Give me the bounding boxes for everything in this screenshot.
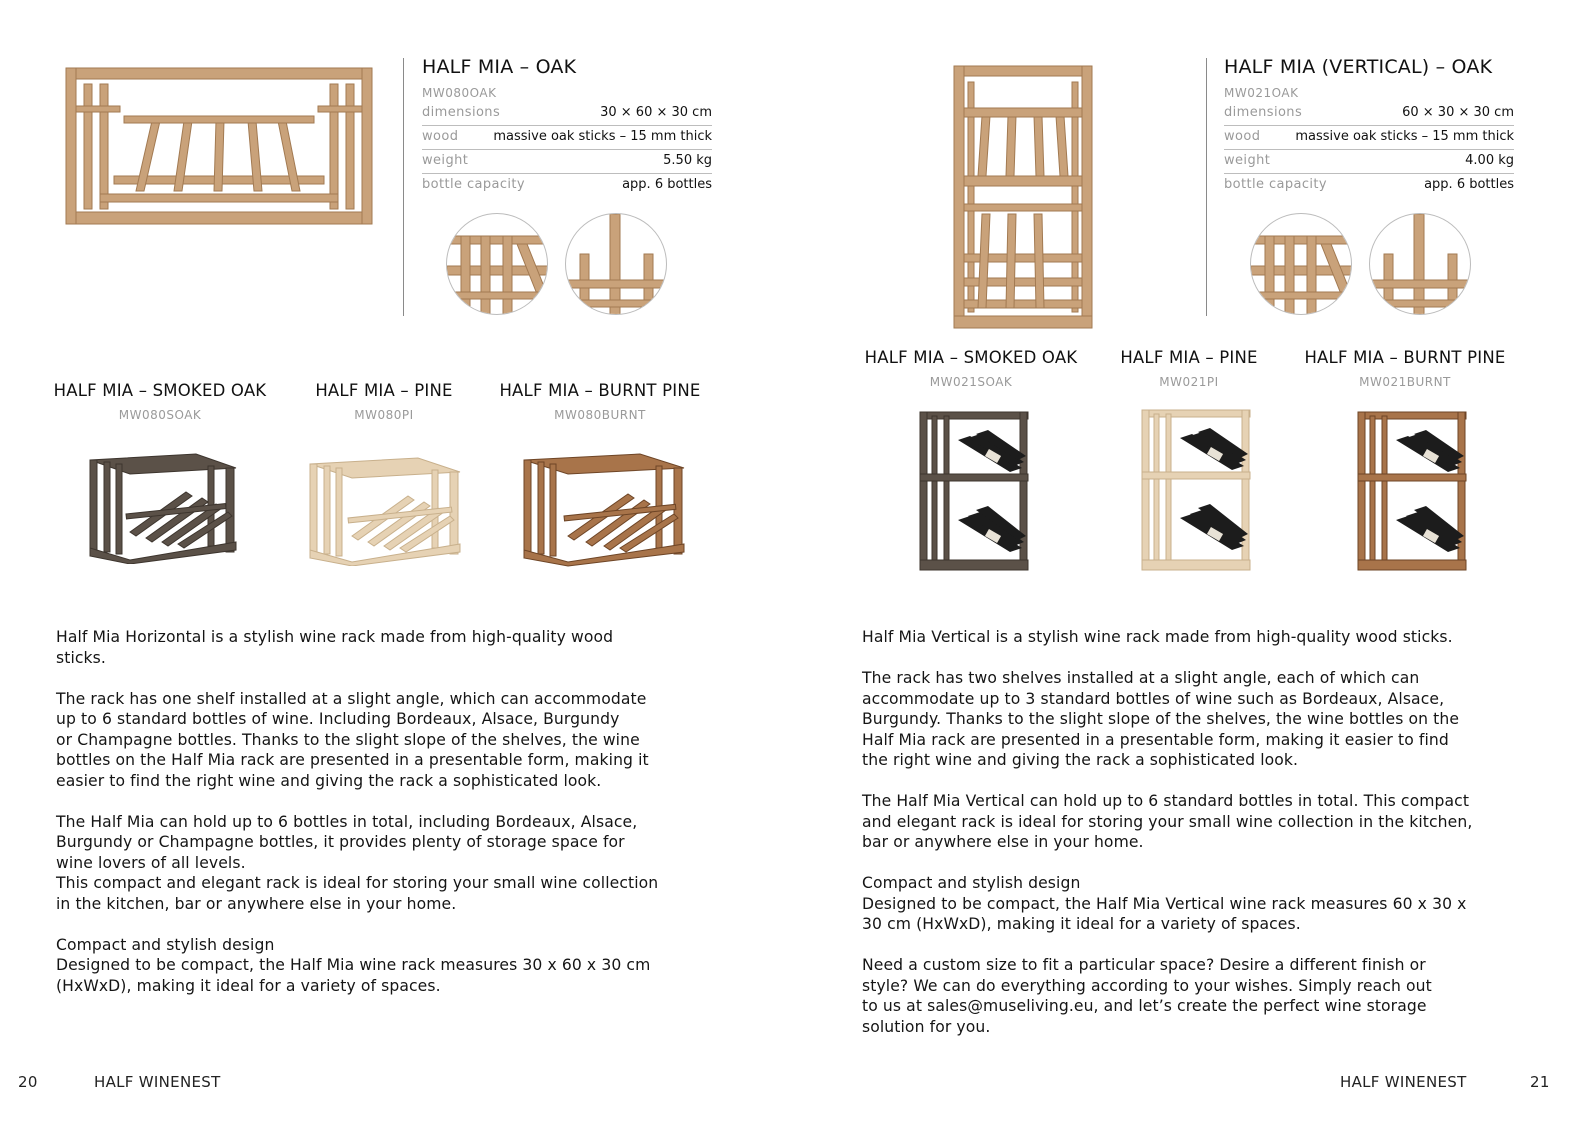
section-title-left: HALF WINENEST — [94, 1073, 221, 1091]
page-number-right: 21 — [1530, 1073, 1550, 1091]
variant-code: MW021PI — [1159, 375, 1219, 389]
description-paragraph: Compact and stylish design Designed to be compact, the Half Mia Vertical wine rack measures 60 x 30 x 30 cm (HxWxD), making it ideal for a variety of spaces. — [862, 874, 1467, 933]
description-paragraph: The rack has two shelves installed at a slight angle, each of which can accommodate up to 3 standard bottles of wine such as Bordeaux, Alsace, Burgundy. Thanks to the slight slope of the shelves, the wine bottles on the Half Mia rack are presented in a presentable form, making it easier to find the right wine and giving the rack a sophisticated look. — [862, 669, 1460, 769]
spec-label: bottle capacity — [1224, 177, 1328, 192]
spec-row-wood — [1224, 126, 1514, 150]
variant-burnt-pine — [1294, 348, 1516, 389]
product-code: MW021OAK — [1224, 86, 1299, 100]
variant-smoked-oak — [40, 381, 280, 422]
spec-value: app. 6 bottles — [1424, 177, 1514, 192]
rack-corner-detail-image — [447, 214, 548, 315]
half-mia-oak-vertical-rack-image — [952, 64, 1094, 330]
description-paragraph: The Half Mia can hold up to 6 bottles in total, including Bordeaux, Alsace, Burgundy or Champagne bottles, it provides plenty of storage space for wine lovers of all levels. This compact and elegant rack is ideal for storing your small wine collection in the kitchen, bar or anywhere else in your home. — [56, 812, 659, 913]
detail-circle-corner — [446, 213, 548, 315]
variant-code: MW021SOAK — [929, 375, 1013, 389]
rack-joint-detail-image — [566, 214, 667, 315]
spec-row-dimensions — [422, 102, 712, 126]
rack-joint-detail-image — [1370, 214, 1471, 315]
variant-title: HALF MIA – SMOKED OAK — [864, 348, 1078, 367]
description-paragraph: Compact and stylish design Designed to be compact, the Half Mia wine rack measures 30 x 60 x 30 cm (HxWxD), making it ideal for a variety of spaces. — [56, 935, 651, 995]
detail-circle-corner — [1250, 213, 1352, 315]
section-title-right: HALF WINENEST — [1340, 1073, 1467, 1091]
spec-table — [422, 102, 712, 198]
product-spec-block — [422, 56, 712, 198]
variant-pine — [294, 381, 474, 422]
spec-row-weight — [1224, 150, 1514, 174]
description-paragraph: The Half Mia Vertical can hold up to 6 standard bottles in total. This compact and elegant rack is ideal for storing your small wine collection in the kitchen, bar or anywhere else in your home. — [862, 792, 1473, 851]
rack-corner-detail-image — [1251, 214, 1352, 315]
smoked-oak-vertical-rack-image — [918, 410, 1030, 574]
variant-code: MW021BURNT — [1359, 375, 1451, 389]
burnt-pine-vertical-rack-image — [1356, 410, 1468, 574]
spec-label: weight — [1224, 153, 1271, 168]
description-paragraph: Half Mia Vertical is a stylish wine rack made from high-quality wood sticks. — [862, 628, 1453, 646]
spec-value: massive oak sticks – 15 mm thick — [1295, 129, 1514, 144]
description-paragraph: Half Mia Horizontal is a stylish wine rack made from high-quality wood sticks. — [56, 628, 614, 667]
spec-value: 4.00 kg — [1465, 153, 1514, 168]
product-spec-block — [1224, 56, 1514, 198]
spec-value: 5.50 kg — [663, 153, 712, 168]
description-paragraph: The rack has one shelf installed at a slight angle, which can accommodate up to 6 standard bottles of wine. Including Bordeaux, Alsace, Burgundy or Champagne bottles. Thanks to the slight slope of the shelves, the wine bottles on the Half Mia rack are presented in a presentable form, making it easier to find the right wine and giving the rack a sophisticated look. — [56, 689, 649, 790]
description-paragraph: Need a custom size to fit a particular space? Desire a different finish or style? We can do everything according to your wishes. Simply reach out to us at sales@museliving.eu, and let’s create the perfect wine storage solution for you. — [862, 956, 1432, 1036]
spec-label: dimensions — [1224, 105, 1303, 120]
variant-smoked-oak — [858, 348, 1084, 389]
spec-value: app. 6 bottles — [622, 177, 712, 192]
spec-value: 60 × 30 × 30 cm — [1402, 105, 1514, 120]
variant-title: HALF MIA – PINE — [315, 381, 453, 400]
variant-title: HALF MIA – SMOKED OAK — [53, 381, 267, 400]
variant-burnt-pine — [490, 381, 710, 422]
variant-pine — [1104, 348, 1274, 389]
spec-row-weight — [422, 150, 712, 174]
spec-value: 30 × 60 × 30 cm — [600, 105, 712, 120]
page-number-left: 20 — [18, 1073, 38, 1091]
spec-value: massive oak sticks – 15 mm thick — [493, 129, 712, 144]
product-code: MW080OAK — [422, 86, 497, 100]
spec-row-bottle-capacity — [422, 174, 712, 198]
smoked-oak-horizontal-rack-image — [86, 452, 238, 564]
burnt-pine-horizontal-rack-image — [520, 452, 686, 568]
detail-circle-joint — [565, 213, 667, 315]
spec-label: weight — [422, 153, 469, 168]
spec-row-wood — [422, 126, 712, 150]
pine-horizontal-rack-image — [306, 456, 462, 566]
right-description — [862, 627, 1552, 1058]
product-title: HALF MIA (VERTICAL) – OAK — [1224, 56, 1493, 78]
variant-title: HALF MIA – BURNT PINE — [1304, 348, 1506, 367]
spec-row-dimensions — [1224, 102, 1514, 126]
half-mia-oak-horizontal-rack-image — [64, 66, 374, 226]
spec-divider-line — [403, 58, 404, 316]
product-title: HALF MIA – OAK — [422, 56, 577, 78]
variant-code: MW080SOAK — [118, 408, 202, 422]
spec-label: wood — [422, 129, 459, 144]
spec-table — [1224, 102, 1514, 198]
variant-title: HALF MIA – PINE — [1120, 348, 1258, 367]
spec-label: bottle capacity — [422, 177, 526, 192]
left-description — [56, 627, 736, 1017]
spec-divider-line — [1206, 58, 1207, 316]
pine-vertical-rack-image — [1140, 408, 1252, 574]
detail-circle-joint — [1369, 213, 1471, 315]
variant-title: HALF MIA – BURNT PINE — [499, 381, 701, 400]
spec-label: dimensions — [422, 105, 501, 120]
spec-label: wood — [1224, 129, 1261, 144]
variant-code: MW080BURNT — [554, 408, 646, 422]
spec-row-bottle-capacity — [1224, 174, 1514, 198]
variant-code: MW080PI — [354, 408, 414, 422]
